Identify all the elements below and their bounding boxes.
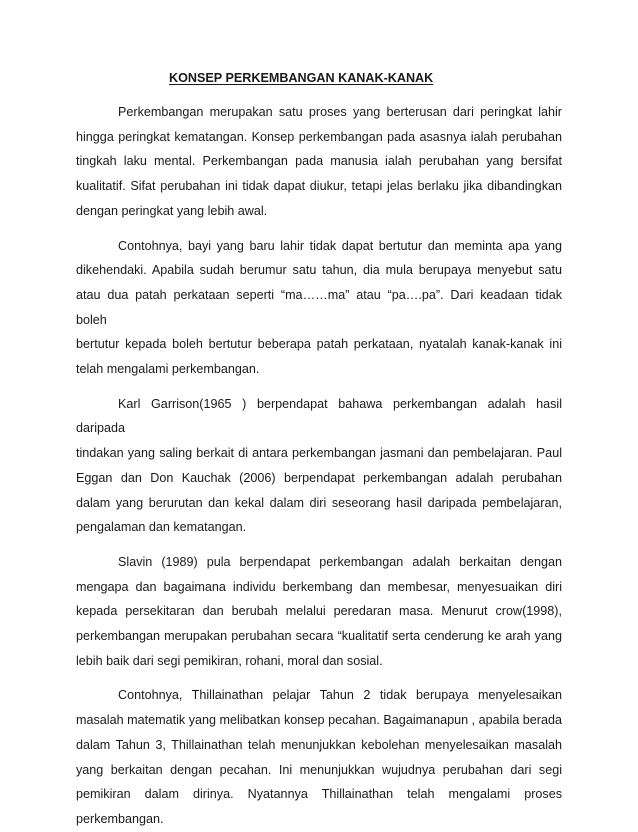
paragraph-line: dalam yang berurutan dan kekal dalam diri seseorang hasil daripada pembelajaran, — [76, 495, 562, 510]
paragraph-line: atau dua patah perkataan seperti “ma……ma” atau “pa….pa”. Dari keadaan tidak boleh — [76, 287, 562, 327]
paragraph-line: kualitatif. Sifat perubahan ini tidak dapat diukur, tetapi jelas berlaku jika dibandingkan — [76, 179, 562, 194]
paragraph-5 — [76, 683, 562, 831]
paragraph-line: tingkah laku mental. Perkembangan pada manusia ialah perubahan yang bersifat — [76, 154, 562, 169]
paragraph-line: masalah matematik yang melibatkan konsep pecahan. Bagaimanapun , apabila berada — [76, 713, 562, 728]
paragraph-line: tindakan yang saling berkait di antara perkembangan jasmani dan pembelajaran. Paul — [76, 446, 562, 461]
paragraph-line: Karl Garrison(1965 ) berpendapat bahawa perkembangan adalah hasil daripada — [76, 396, 562, 436]
paragraph-line: mengapa dan bagaimana individu berkembang dan membesar, menyesuaikan diri — [76, 579, 562, 594]
paragraph-line: pengalaman dan kematangan. — [76, 520, 247, 535]
paragraph-line: perkembangan merupakan perubahan secara “kualitatif serta cenderung ke arah yang — [76, 629, 562, 644]
paragraph-2 — [76, 234, 562, 382]
paragraph-line: kepada persekitaran dan berubah melalui peredaran masa. Menurut crow(1998), — [76, 604, 562, 619]
paragraph-3 — [76, 392, 562, 540]
paragraph-line: telah mengalami perkembangan. — [76, 362, 260, 377]
paragraph-line: Contohnya, bayi yang baru lahir tidak dapat bertutur dan meminta apa yang — [118, 238, 562, 253]
paragraph-1 — [76, 100, 562, 224]
paragraph-line: lebih baik dari segi pemikiran, rohani, moral dan sosial. — [76, 653, 383, 668]
paragraph-4 — [76, 550, 562, 674]
paragraph-line: Slavin (1989) pula berpendapat perkembangan adalah berkaitan dengan — [118, 554, 562, 569]
paragraph-line: pemikiran dalam dirinya. Nyatannya Thillainathan telah mengalami proses — [76, 787, 562, 802]
paragraph-line: dalam Tahun 3, Thillainathan telah menunjukkan kebolehan menyelesaikan masalah — [76, 737, 562, 752]
document-title: KONSEP PERKEMBANGAN KANAK-KANAK — [169, 71, 434, 85]
paragraph-line: Contohnya, Thillainathan pelajar Tahun 2 tidak berupaya menyelesaikan — [118, 688, 562, 703]
paragraph-line: yang berkaitan dengan pecahan. Ini menunjukkan wujudnya perubahan dari segi — [76, 762, 562, 777]
paragraph-line: hingga peringkat kematangan. Konsep perkembangan pada asasnya ialah perubahan — [76, 129, 562, 144]
paragraph-line: Perkembangan merupakan satu proses yang berterusan dari peringkat lahir — [118, 105, 562, 119]
paragraph-line: bertutur kepada boleh bertutur beberapa patah perkataan, nyatalah kanak-kanak ini — [76, 337, 562, 352]
paragraph-line: perkembangan. — [76, 811, 164, 826]
paragraph-line: dengan peringkat yang lebih awal. — [76, 203, 268, 218]
paragraph-line: dikehendaki. Apabila sudah berumur satu tahun, dia mula berupaya menyebut satu — [76, 263, 562, 278]
paragraph-line: Eggan dan Don Kauchak (2006) berpendapat perkembangan adalah perubahan — [76, 470, 562, 485]
